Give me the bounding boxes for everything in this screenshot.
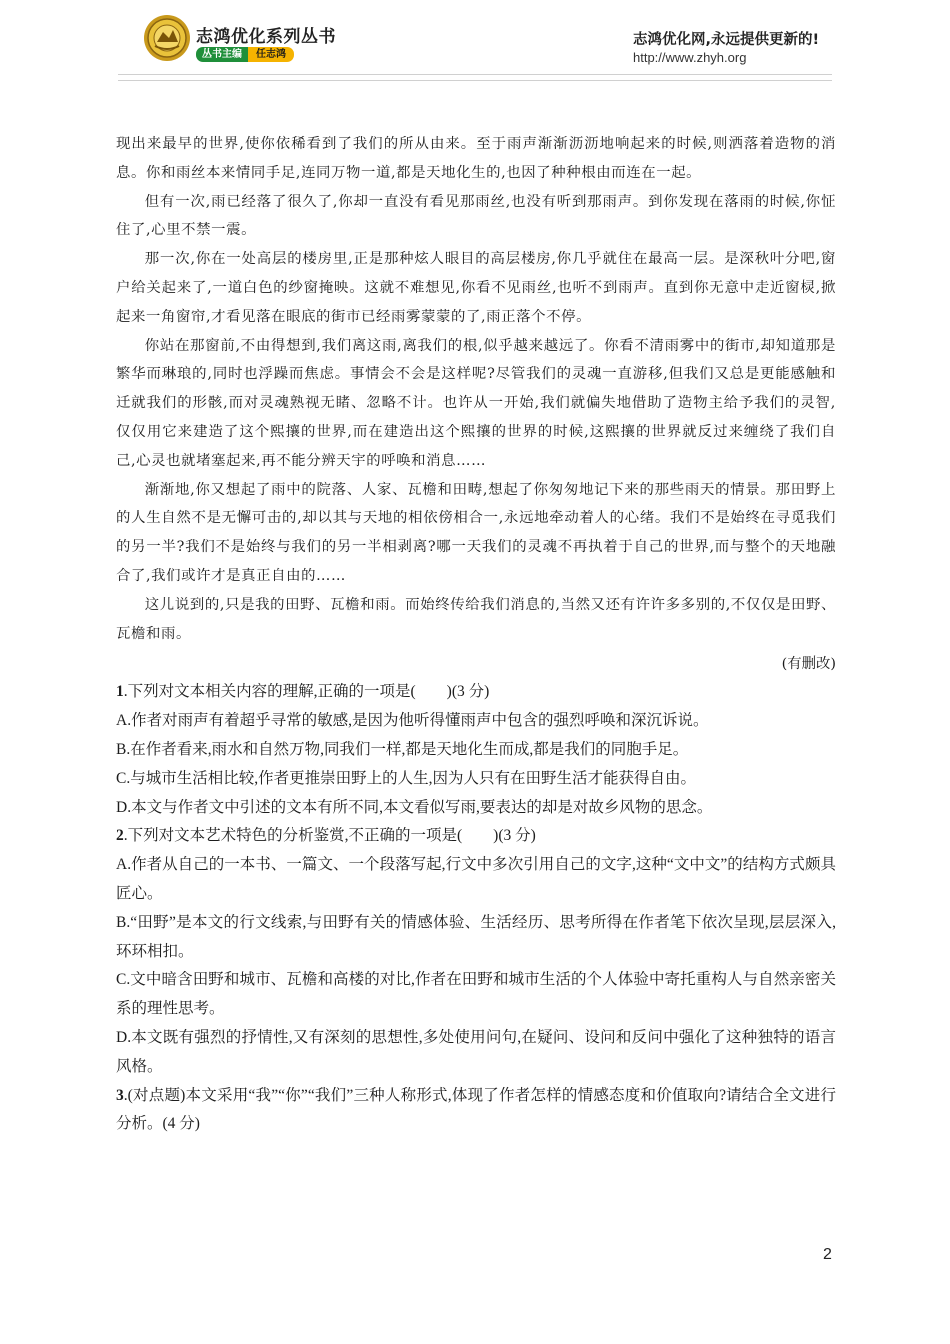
question-number: 3	[116, 1086, 124, 1104]
question-number: 1	[116, 683, 124, 701]
editor-badge	[196, 47, 294, 62]
article-paragraph: 现出来最早的世界,使你依稀看到了我们的所从由来。至于雨声渐渐沥沥地响起来的时候,则洒落着造物的消息。你和雨丝本来情同手足,连同万物一道,都是天地化生的,也因了种种根由而连在一起。	[116, 136, 836, 181]
question-option: D.本文与作者文中引述的文本有所不同,本文看似写雨,要表达的却是对故乡风物的思念。	[116, 798, 713, 816]
article-paragraph: 这儿说到的,只是我的田野、瓦檐和雨。而始终传给我们消息的,当然又还有许许多多别的,不仅仅是田野、瓦檐和雨。	[116, 596, 836, 642]
question-option: C.与城市生活相比较,作者更推崇田野上的人生,因为人只有在田野生活才能获得自由。	[116, 769, 696, 787]
question-stem: 1.下列对文本相关内容的理解,正确的一项是( )(3 分)	[116, 683, 490, 701]
question-number: 2	[116, 827, 124, 845]
site-slogan: 志鸿优化网,永远提供更新的!	[633, 32, 820, 48]
series-title: 志鸿优化系列丛书	[196, 27, 336, 47]
page-number: 2	[823, 1246, 832, 1263]
source-note: (有删改)	[781, 656, 836, 673]
header-divider	[118, 74, 832, 81]
question-option: C.文中暗含田野和城市、瓦檐和高楼的对比,作者在田野和城市生活的个人体验中寄托重构人与自然亲密关系的理性思考。	[116, 971, 836, 1018]
question-list	[116, 678, 836, 1139]
question-option: D.本文既有强烈的抒情性,又有深刻的思想性,多处使用问句,在疑问、设问和反问中强化了这种独特的语言风格。	[116, 1028, 836, 1075]
question-option: B.在作者看来,雨水和自然万物,同我们一样,都是天地化生而成,都是我们的同胞手足。	[116, 740, 689, 758]
page-header	[0, 0, 950, 80]
editor-name: 任志鸿	[248, 47, 294, 62]
article-paragraph: 渐渐地,你又想起了雨中的院落、人家、瓦檐和田畴,想起了你匆匆地记下来的那些雨天的情景。那田野上的人生自然不是无懈可击的,却以其与天地的相依傍相合一,永远地牵动着人的心绪。我们不是始终在寻觅我们的另一半?我们不是始终与我们的另一半相剥离?哪一天我们的灵魂不再执着于自己的世界,而与整个的天地融合了,我们或许才是真正自由的……	[116, 481, 836, 584]
question-option: A.作者从自己的一本书、一篇文、一个段落写起,行文中多次引用自己的文字,这种“文中文”的结构方式颇具匠心。	[116, 856, 836, 902]
site-url[interactable]: http://www.zhyh.org	[633, 50, 747, 65]
article-paragraph: 但有一次,雨已经落了很久了,你却一直没有看见那雨丝,也没有听到那雨声。到你发现在落雨的时候,你怔住了,心里不禁一震。	[116, 193, 836, 239]
question-option: B.“田野”是本文的行文线索,与田野有关的情感体验、生活经历、思考所得在作者笔下依次呈现,层层深入,环环相扣。	[116, 913, 836, 960]
article-paragraph: 你站在那窗前,不由得想到,我们离这雨,离我们的根,似乎越来越远了。你看不清雨雾中的街市,却知道那是繁华而琳琅的,同时也浮躁而焦虑。事情会不会是这样呢?尽管我们的灵魂一直游移,但我们又总是更能感触和迁就我们的形骸,而对灵魂熟视无睹、忽略不计。也许从一开始,我们就偏失地借助了造物主给予我们的灵智,仅仅用它来建造了这个熙攘的世界,而在建造出这个熙攘的世界的时候,这熙攘的世界就反过来缠绕了我们自己,心灵也就堵塞起来,再不能分辨天宇的呼唤和消息……	[116, 337, 836, 469]
question-stem: 2.下列对文本艺术特色的分析鉴赏,不正确的一项是( )(3 分)	[116, 827, 536, 845]
question-option: A.作者对雨声有着超乎寻常的敏感,是因为他听得懂雨声中包含的强烈呼唤和深沉诉说。	[116, 712, 709, 730]
editor-label: 丛书主编	[196, 47, 248, 62]
zhihong-emblem-icon	[143, 14, 191, 62]
question-stem: 3.(对点题)本文采用“我”“你”“我们”三种人称形式,体现了作者怎样的情感态度和价值取向?请结合全文进行分析。(4 分)	[116, 1086, 836, 1133]
article-paragraph: 那一次,你在一处高层的楼房里,正是那种炫人眼目的高层楼房,你几乎就住在最高一层。是深秋叶分吧,窗户给关起来了,一道白色的纱窗掩映。这就不难想见,你看不见雨丝,也听不到雨声。直到你无意中走近窗棂,掀起来一角窗帘,才看见落在眼底的街市已经雨雾蒙蒙的了,雨正落个不停。	[116, 251, 836, 325]
article-body	[116, 130, 836, 1139]
